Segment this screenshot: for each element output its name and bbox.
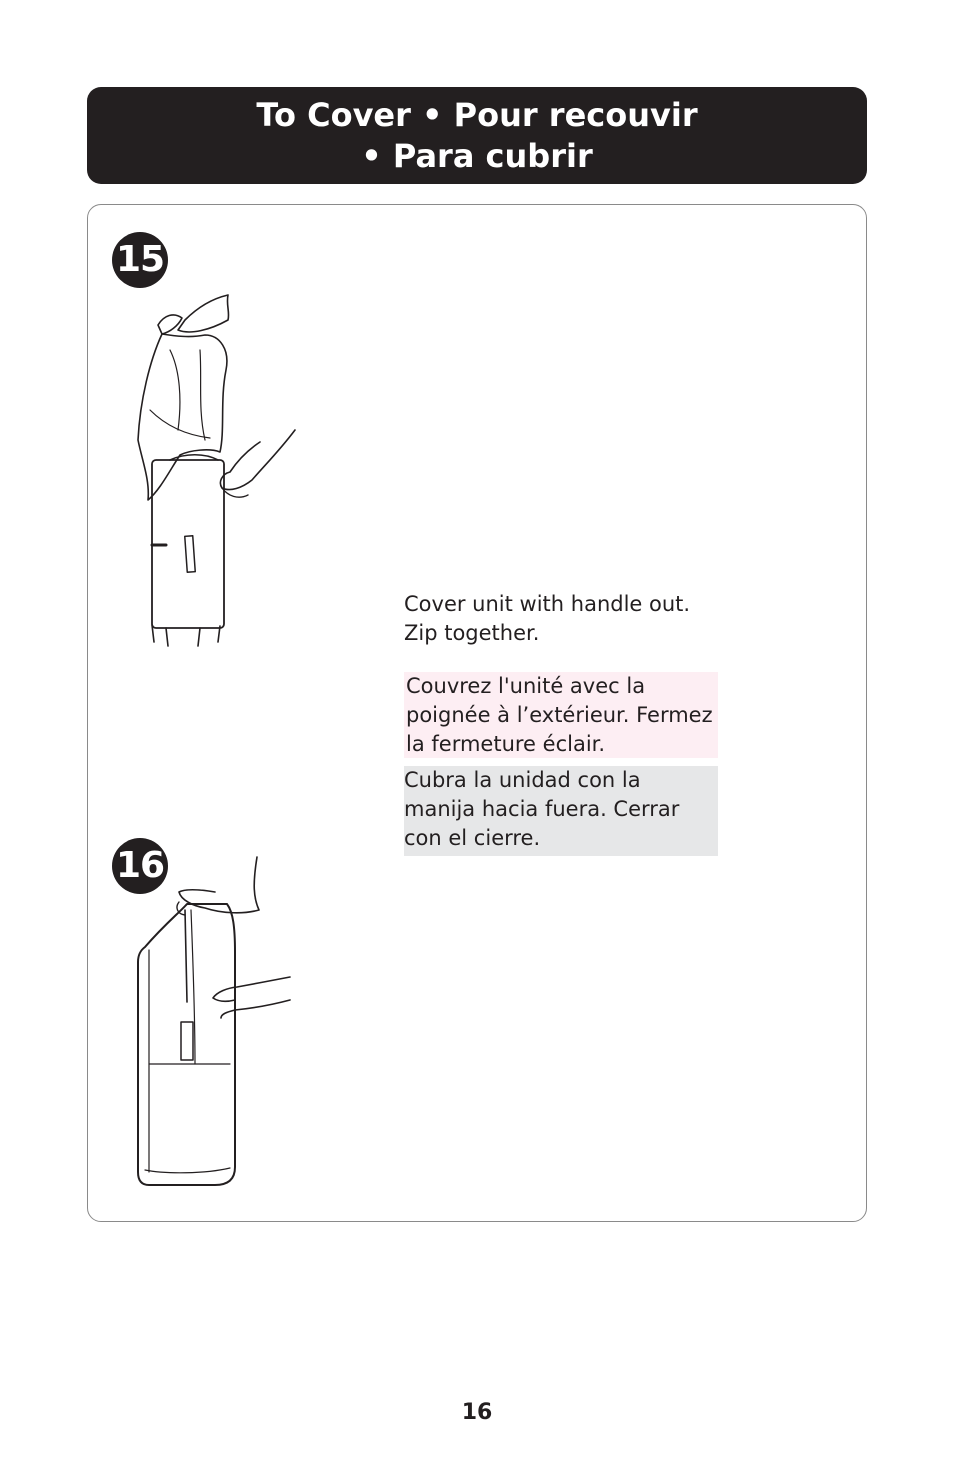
instruction-english-line-2: Zip together. xyxy=(404,621,540,645)
instruction-spanish xyxy=(404,766,718,856)
instruction-french xyxy=(404,672,718,758)
step-16-badge: 16 xyxy=(112,838,168,894)
section-title-line-2: • Para cubrir xyxy=(361,137,593,175)
instruction-spanish-line-1: Cubra la unidad con la xyxy=(404,768,641,792)
section-title-bar xyxy=(87,87,867,184)
instruction-spanish-line-2: manija hacia fuera. Cerrar xyxy=(404,797,680,821)
cover-unit-illustration-icon xyxy=(130,290,300,650)
step-15-badge: 15 xyxy=(112,232,168,288)
instruction-french-line-2: poignée à l’extérieur. Fermez xyxy=(406,703,713,727)
instruction-spanish-line-3: con el cierre. xyxy=(404,826,541,850)
instruction-french-line-3: la fermeture éclair. xyxy=(406,732,606,756)
instruction-english xyxy=(404,590,718,648)
instruction-english-line-1: Cover unit with handle out. xyxy=(404,592,691,616)
instruction-french-line-1: Couvrez l'unité avec la xyxy=(406,674,646,698)
page-number: 16 xyxy=(461,1400,493,1425)
zip-cover-illustration-icon xyxy=(135,852,295,1192)
section-title-line-1: To Cover • Pour recouvir xyxy=(256,96,698,134)
